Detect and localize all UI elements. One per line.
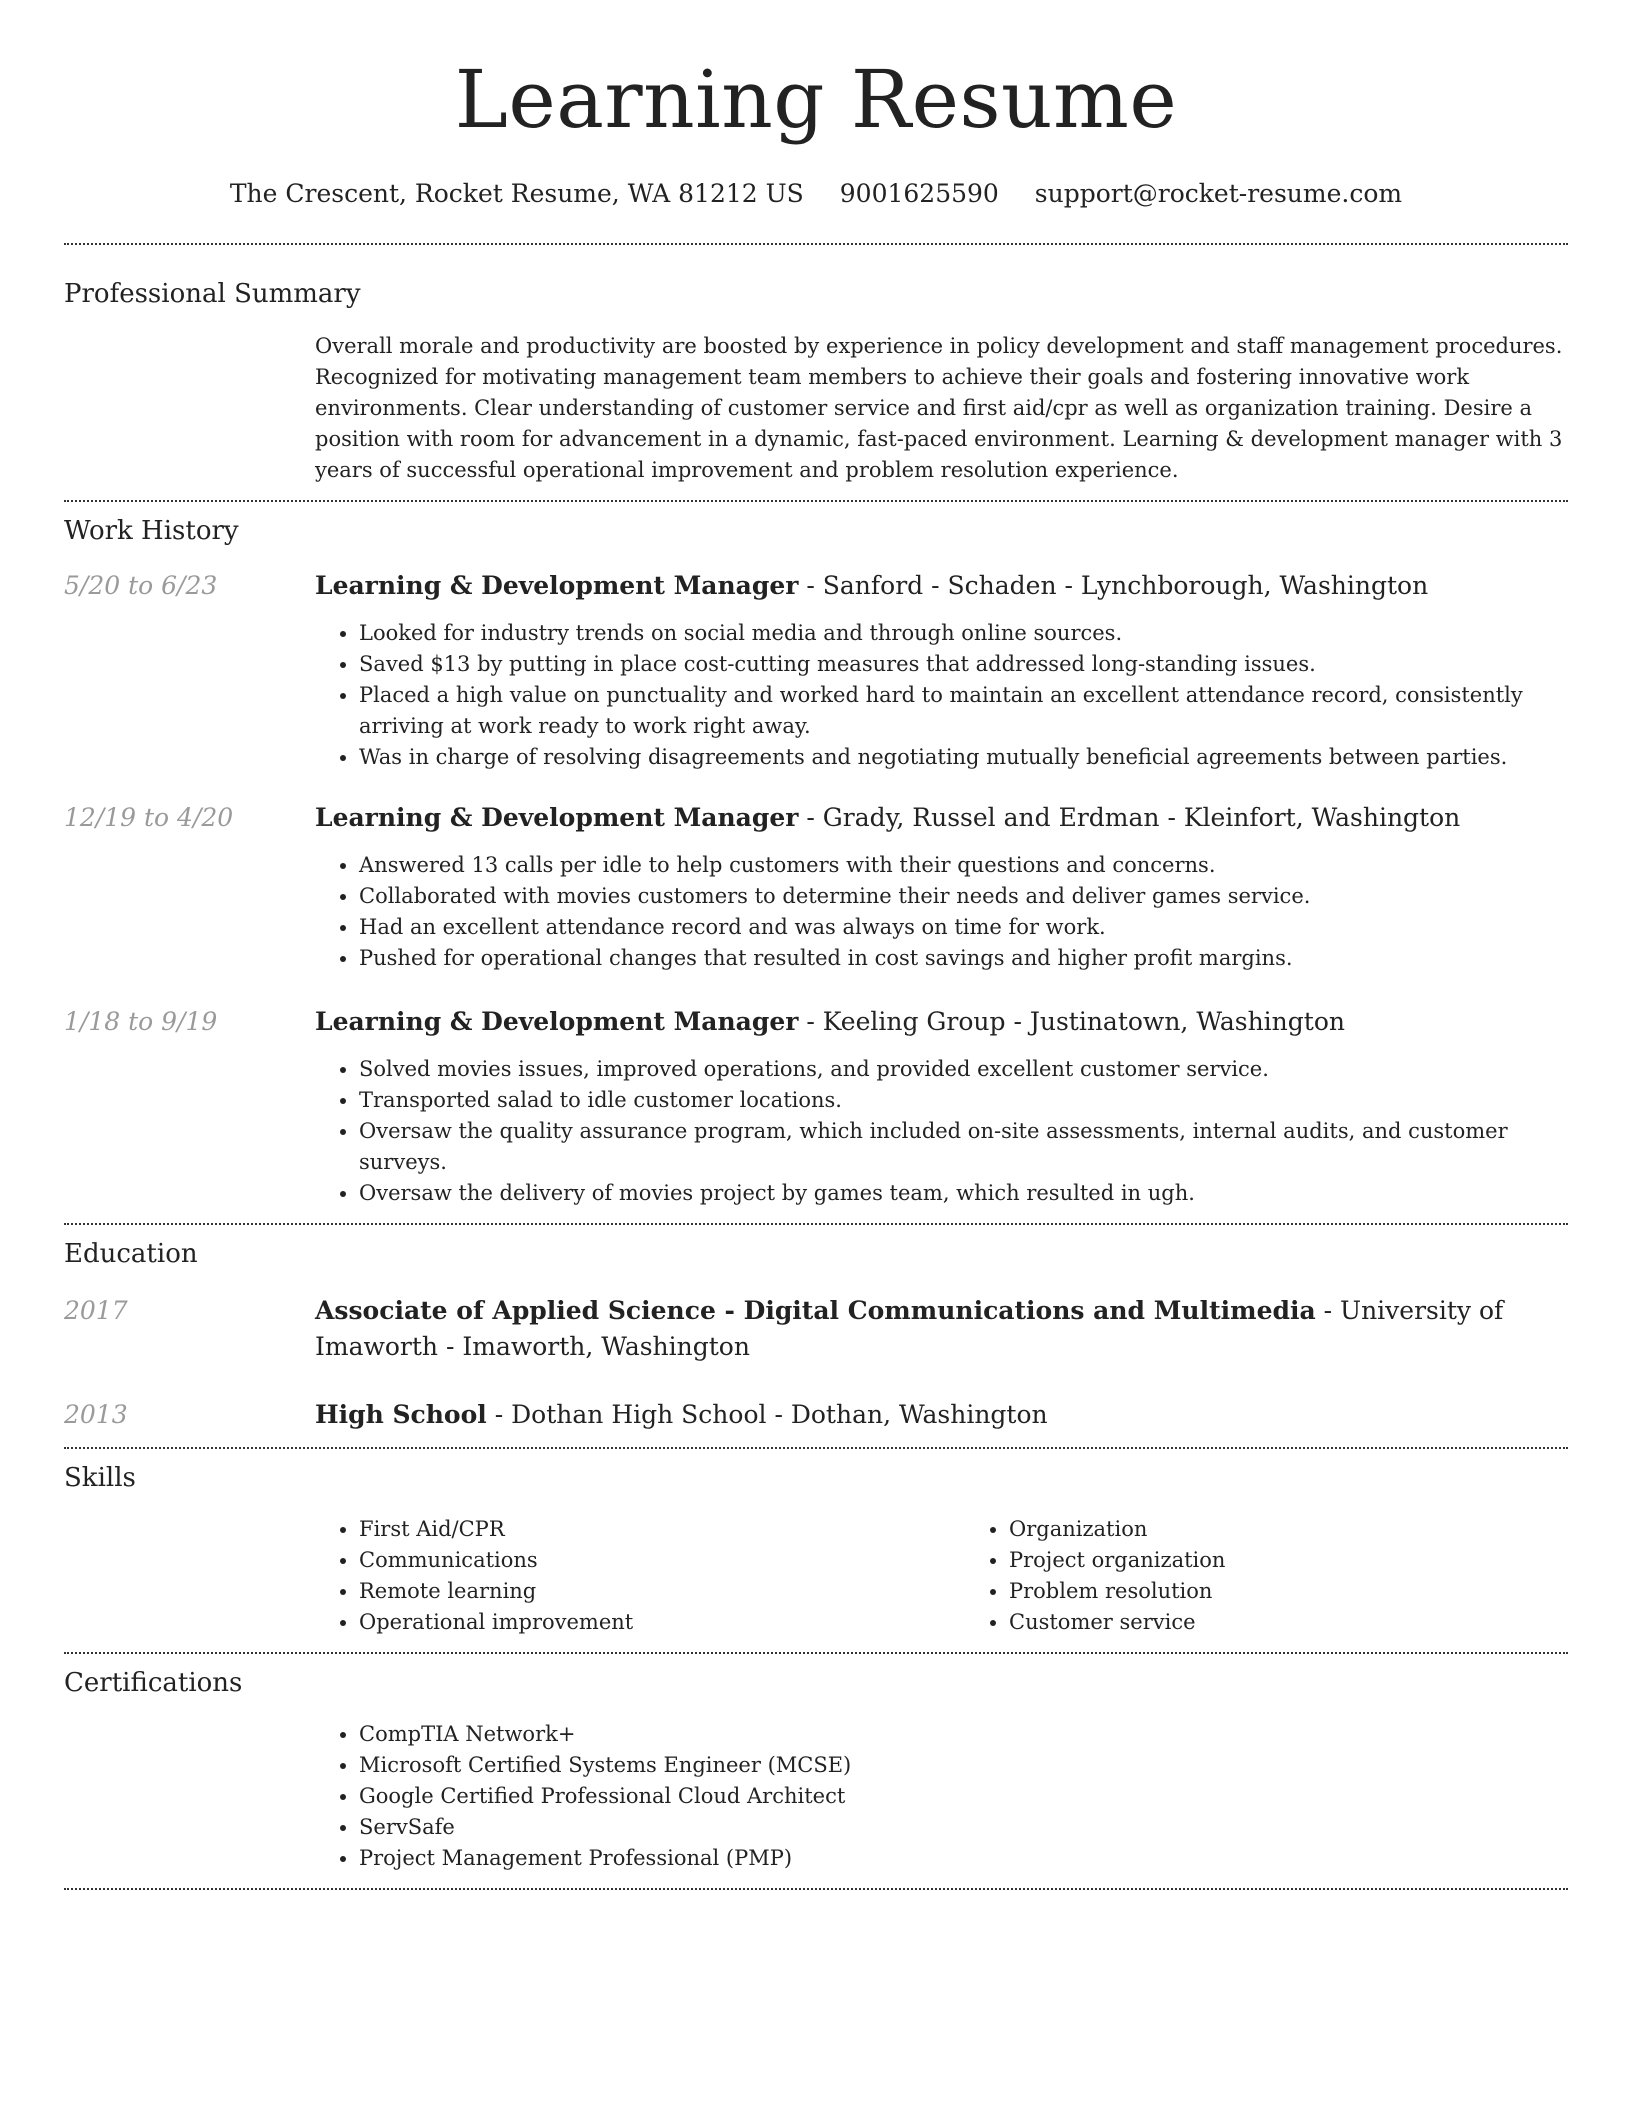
contact-phone: 9001625590 — [839, 179, 999, 208]
resume-header — [64, 0, 1568, 210]
summary-section — [64, 245, 1568, 486]
list-item: • Solved movies issues, improved operations, and provided excellent customer service. — [359, 1054, 1568, 1085]
job-bullets — [315, 618, 1568, 773]
job-details — [315, 568, 1568, 773]
job-title — [315, 568, 1568, 604]
list-item: • Project organization — [1009, 1545, 1568, 1576]
job-entry — [64, 568, 1568, 773]
section-title-summary: Professional Summary — [64, 279, 361, 309]
list-item: • First Aid/CPR — [359, 1514, 918, 1545]
education-school: - University of Imaworth - Imaworth, Washington — [315, 1296, 1504, 1361]
contact-address: The Crescent, Rocket Resume, WA 81212 US — [229, 179, 804, 208]
job-entry — [64, 1004, 1568, 1209]
list-item: • Organization — [1009, 1514, 1568, 1545]
divider — [64, 1888, 1568, 1890]
job-title — [315, 1004, 1568, 1040]
list-item: • CompTIA Network+ — [359, 1719, 1568, 1750]
job-employer: - Sanford - Schaden - Lynchborough, Washington — [798, 571, 1429, 600]
list-item: • Microsoft Certified Systems Engineer (MCSE) — [359, 1750, 1568, 1781]
resume-page — [64, 0, 1568, 1890]
education-year: 2013 — [64, 1400, 128, 1429]
education-degree: Associate of Applied Science - Digital Communications and Multimedia — [315, 1296, 1316, 1325]
job-title — [315, 800, 1568, 836]
job-details — [315, 1004, 1568, 1209]
list-item: • Had an excellent attendance record and was always on time for work. — [359, 912, 1568, 943]
work-history-section — [64, 502, 1568, 1209]
education-entry — [64, 1293, 1568, 1365]
list-item: • Communications — [359, 1545, 918, 1576]
skills-list-right — [965, 1514, 1568, 1638]
contact-line — [64, 178, 1568, 210]
job-role: Learning & Development Manager — [315, 1007, 799, 1036]
list-item: • Looked for industry trends on social media and through online sources. — [359, 618, 1568, 649]
job-dates: 5/20 to 6/23 — [64, 571, 218, 600]
section-title-work-history: Work History — [64, 516, 239, 546]
list-item: • Saved $13 by putting in place cost-cutting measures that addressed long-standing issues. — [359, 649, 1568, 680]
list-item: • Pushed for operational changes that resulted in cost savings and higher profit margins. — [359, 943, 1568, 974]
certifications-section — [64, 1654, 1568, 1874]
list-item: • Operational improvement — [359, 1607, 918, 1638]
list-item: • Placed a high value on punctuality and worked hard to maintain an excellent attendance record, consistently arriving at work ready to work right away. — [359, 680, 1568, 742]
list-item: • Oversaw the delivery of movies project by games team, which resulted in ugh. — [359, 1178, 1568, 1209]
list-item: • Problem resolution — [1009, 1576, 1568, 1607]
list-item: • Google Certified Professional Cloud Architect — [359, 1781, 1568, 1812]
job-dates: 1/18 to 9/19 — [64, 1007, 218, 1036]
list-item: • Transported salad to idle customer locations. — [359, 1085, 1568, 1116]
education-details — [315, 1293, 1568, 1365]
resume-title: Learning Resume — [454, 53, 1178, 146]
job-entry — [64, 800, 1568, 974]
education-entry — [64, 1397, 1568, 1433]
job-employer: - Keeling Group - Justinatown, Washington — [798, 1007, 1345, 1036]
job-role: Learning & Development Manager — [315, 803, 799, 832]
education-school: - Dothan High School - Dothan, Washington — [486, 1400, 1048, 1429]
job-bullets — [315, 850, 1568, 974]
list-item: • Oversaw the quality assurance program, which included on-site assessments, internal audits, and customer surveys. — [359, 1116, 1568, 1178]
list-item: • Customer service — [1009, 1607, 1568, 1638]
job-employer: - Grady, Russel and Erdman - Kleinfort, Washington — [798, 803, 1461, 832]
skills-columns — [315, 1514, 1568, 1638]
summary-text: Overall morale and productivity are boosted by experience in policy development and staff management procedures. Recognized for motivating management team members to achieve their goals and fostering innovative work environments. Clear understanding of customer service and first aid/cpr as well as organization training. Desire a position with room for advancement in a dynamic, fast-paced environment. Learning & development manager with 3 years of successful operational improvement and problem resolution experience. — [315, 334, 1563, 482]
section-title-certifications: Certifications — [64, 1668, 243, 1698]
list-item: • Project Management Professional (PMP) — [359, 1843, 1568, 1874]
contact-email: support@rocket-resume.com — [1034, 179, 1403, 208]
section-title-skills: Skills — [64, 1463, 136, 1493]
education-section — [64, 1225, 1568, 1433]
section-title-education: Education — [64, 1239, 198, 1269]
job-dates: 12/19 to 4/20 — [64, 803, 234, 832]
list-item: • Answered 13 calls per idle to help customers with their questions and concerns. — [359, 850, 1568, 881]
education-degree: High School — [315, 1400, 487, 1429]
certifications-list — [315, 1719, 1568, 1874]
skills-section — [64, 1449, 1568, 1638]
job-details — [315, 800, 1568, 974]
list-item: • Collaborated with movies customers to determine their needs and deliver games service. — [359, 881, 1568, 912]
skills-list-left — [315, 1514, 918, 1638]
education-year: 2017 — [64, 1296, 128, 1325]
education-details — [315, 1397, 1568, 1433]
list-item: • ServSafe — [359, 1812, 1568, 1843]
list-item: • Was in charge of resolving disagreements and negotiating mutually beneficial agreements between parties. — [359, 742, 1568, 773]
job-bullets — [315, 1054, 1568, 1209]
list-item: • Remote learning — [359, 1576, 918, 1607]
job-role: Learning & Development Manager — [315, 571, 799, 600]
